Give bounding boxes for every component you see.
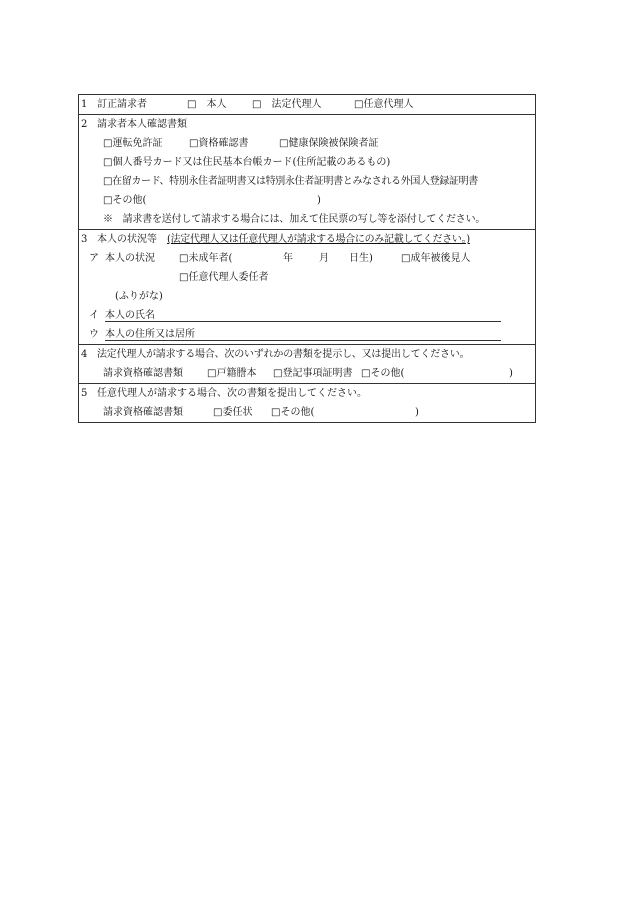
item-mark-u: ウ [89, 329, 99, 340]
checkbox-voluntary-agent[interactable]: □任意代理人 [354, 99, 414, 110]
furigana-label: (ふりがな) [115, 291, 163, 302]
checkbox-my-number-card[interactable]: □個人番号カード又は住民基本台帳カード(住所記載のあるもの) [103, 157, 391, 168]
item-mark-i: イ [89, 310, 99, 321]
id-docs-note-line [79, 210, 535, 229]
qualification-docs-label: 請求資格確認書類 [103, 407, 183, 418]
section-title: 訂正請求者 [97, 99, 147, 110]
other-close-paren: ) [415, 407, 419, 418]
status-line-a [79, 249, 535, 268]
id-docs-line-3 [79, 172, 535, 191]
id-docs-line-4 [79, 191, 535, 210]
section-title: 任意代理人が請求する場合、次の書類を提出してください。 [97, 388, 367, 399]
voluntary-agent-heading [79, 384, 535, 403]
request-form [78, 94, 536, 423]
section-title: 請求者本人確認書類 [97, 119, 187, 130]
section-number: 3 [81, 234, 88, 245]
checkbox-other-legal-doc[interactable]: □その他( [361, 368, 405, 379]
checkbox-family-register[interactable]: □戸籍謄本 [207, 368, 257, 379]
section-title-note: (法定代理人又は任意代理人が請求する場合にのみ記載してください。) [167, 234, 470, 245]
checkbox-other-voluntary-doc[interactable]: □その他( [271, 407, 315, 418]
section-requester [79, 95, 535, 114]
section-number: 5 [81, 388, 88, 399]
id-docs-line-1 [79, 134, 535, 153]
section-number: 2 [81, 119, 88, 130]
status-label: 本人の状況 [105, 253, 155, 264]
qualification-docs-label: 請求資格確認書類 [103, 368, 183, 379]
mail-request-note: ※ 請求書を送付して請求する場合には、加えて住民票の写し等を添付してください。 [103, 214, 486, 225]
checkbox-self[interactable]: □ 本人 [187, 99, 227, 110]
section-legal-agent-docs [79, 344, 535, 383]
checkbox-health-insurance-card[interactable]: □健康保険被保険者証 [279, 138, 379, 149]
name-line [79, 306, 535, 325]
address-line [79, 325, 535, 344]
checkbox-adult-ward[interactable]: □成年被後見人 [401, 253, 471, 264]
status-line-a2 [79, 268, 535, 287]
section-title: 法定代理人が請求する場合、次のいずれかの書類を提示し、又は提出してください。 [97, 349, 470, 360]
section-title: 本人の状況等 [97, 234, 157, 245]
checkbox-qualification-cert[interactable]: □資格確認書 [189, 138, 249, 149]
principal-name-label: 本人の氏名 [105, 310, 155, 321]
legal-agent-docs-line [79, 364, 535, 383]
id-docs-heading [79, 115, 535, 134]
checkbox-voluntary-principal[interactable]: □任意代理人委任者 [179, 272, 269, 283]
legal-agent-heading [79, 345, 535, 364]
checkbox-registry-certificate[interactable]: □登記事項証明書 [273, 368, 353, 379]
birth-year-label: 年 [283, 253, 293, 264]
checkbox-legal-agent[interactable]: □ 法定代理人 [252, 99, 322, 110]
checkbox-residence-card[interactable]: □在留カード、特別永住者証明書又は特別永住者証明書とみなされる外国人登録証明書 [103, 176, 478, 187]
item-mark-a: ア [89, 253, 99, 264]
principal-address-label: 本人の住所又は居所 [105, 329, 195, 340]
checkbox-drivers-license[interactable]: □運転免許証 [103, 138, 163, 149]
id-docs-line-2 [79, 153, 535, 172]
birth-day-label: 日生) [349, 253, 373, 264]
requester-line [79, 95, 535, 114]
section-voluntary-agent-docs [79, 383, 535, 422]
principal-address-field[interactable] [105, 340, 501, 341]
principal-name-field[interactable] [105, 321, 501, 322]
voluntary-agent-docs-line [79, 403, 535, 422]
status-heading [79, 230, 535, 249]
section-number: 4 [81, 349, 88, 360]
other-close-paren: ) [317, 195, 321, 206]
checkbox-other-document[interactable]: □その他( [103, 195, 147, 206]
section-id-documents [79, 114, 535, 229]
birth-month-label: 月 [319, 253, 329, 264]
checkbox-power-of-attorney[interactable]: □委任状 [213, 407, 253, 418]
section-number: 1 [81, 99, 88, 110]
checkbox-minor[interactable]: □未成年者( [179, 253, 233, 264]
furigana-line [79, 287, 535, 306]
section-principal-status [79, 229, 535, 344]
other-close-paren: ) [509, 368, 513, 379]
